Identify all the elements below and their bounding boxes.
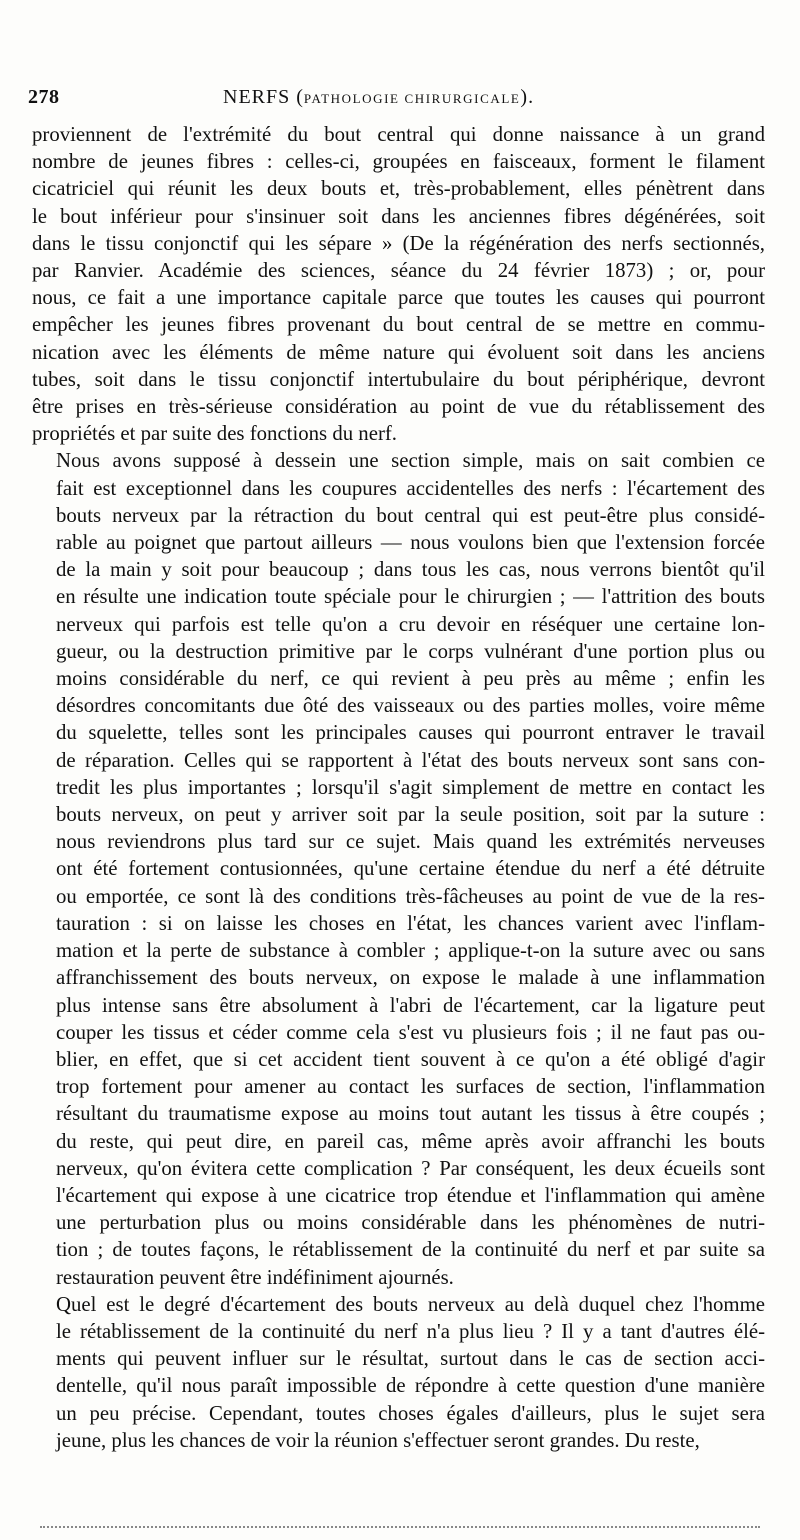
text-line: plus intense sans être absolument à l'abri de l'écartement, car la ligature peut: [56, 993, 765, 1017]
text-line: l'écartement qui expose à une cicatrice trop étendue et l'inflammation qui amène: [56, 1183, 765, 1207]
text-line: tredit les plus importantes ; lorsqu'il s'agit simplement de mettre en contact les: [56, 775, 765, 799]
text-line: nous reviendrons plus tard sur ce sujet. Mais quand les extrémités nerveuses: [56, 830, 765, 854]
text-line: mation et la perte de substance à combler ; applique-t-on la suture avec ou sans: [56, 939, 765, 963]
text-line: nication avec les éléments de même nature qui évoluent soit dans les anciens: [32, 340, 765, 364]
text-line: bouts nerveux, on peut y arriver soit par la seule position, soit par la suture :: [56, 803, 765, 827]
paragraph: [32, 121, 765, 447]
running-title: [223, 86, 534, 109]
text-line: du reste, qui peut dire, en pareil cas, même après avoir affranchi les bouts: [56, 1129, 765, 1153]
text-line: ou emportée, ce sont là des conditions très-fâcheuses au point de vue de la res-: [56, 884, 765, 908]
text-line: couper les tissus et céder comme cela s'est vu plusieurs fois ; il ne faut pas ou-: [56, 1020, 765, 1044]
text-line: tion ; de toutes façons, le rétablissement de la continuité du nerf et par suite sa: [56, 1238, 765, 1262]
text-line: gueur, ou la destruction primitive par le corps vulnérant d'une portion plus ou: [56, 639, 765, 663]
text-line: proviennent de l'extrémité du bout central qui donne naissance à un grand: [32, 123, 765, 146]
text-line: nerveux qui parfois est telle qu'on a cru devoir en réséquer une certaine lon-: [56, 612, 765, 636]
text-line: restauration peuvent être indéfiniment ajournés.: [56, 1265, 454, 1289]
footer-rule: [40, 1526, 760, 1528]
text-line: résultant du traumatisme expose au moins tout autant les tissus à être coupés ;: [56, 1102, 765, 1126]
text-line: affranchissement des bouts nerveux, on expose le malade à une inflammation: [56, 966, 765, 990]
page-number: 278: [28, 86, 60, 108]
text-line: blier, en effet, que si cet accident tient souvent à ce qu'on a été obligé d'agir: [56, 1047, 765, 1071]
text-line: moins considérable du nerf, ce qui revient à peu près au même ; enfin les: [56, 667, 765, 691]
text-line: en résulte une indication toute spéciale pour le chirurgien ; — l'attrition des bouts: [56, 585, 765, 609]
running-title-subtitle: PATHOLOGIE CHIRURGICALE: [303, 91, 521, 106]
running-header: [28, 86, 766, 116]
text-line: nous, ce fait a une importance capitale parce que toutes les causes qui pourront: [32, 286, 765, 310]
text-line: dans le tissu conjonctif qui les sépare » (De la régénération des nerfs sectionnés,: [32, 231, 765, 255]
text-line: empêcher les jeunes fibres provenant du bout central de se mettre en commu-: [32, 313, 765, 337]
text-line: jeune, plus les chances de voir la réunion s'effectuer seront grandes. Du reste,: [56, 1428, 700, 1452]
running-title-main: NERFS (: [223, 86, 304, 108]
text-line: nerveux, qu'on évitera cette complication ? Par conséquent, les deux écueils sont: [56, 1156, 765, 1180]
text-line: du squelette, telles sont les principales causes qui pourront entraver le travail: [56, 721, 765, 745]
text-line: cicatriciel qui réunit les deux bouts et, très-probablement, elles pénètrent dans: [32, 177, 765, 201]
body-text: [32, 121, 765, 1454]
text-line: rable au poignet que partout ailleurs — nous voulons bien que l'extension forcée: [56, 531, 765, 555]
text-line: de réparation. Celles qui se rapportent à l'état des bouts nerveux sont sans con-: [56, 748, 765, 772]
text-line: propriétés et par suite des fonctions du nerf.: [32, 422, 397, 446]
paragraph: [32, 447, 765, 1290]
text-line: un peu précise. Cependant, toutes choses égales d'ailleurs, plus le sujet sera: [56, 1401, 765, 1425]
text-line: être prises en très-sérieuse considération au point de vue du rétablissement des: [32, 395, 765, 419]
text-line: le bout inférieur pour s'insinuer soit dans les anciennes fibres dégénérées, soit: [32, 204, 765, 228]
text-line: Nous avons supposé à dessein une section simple, mais on sait combien ce: [56, 449, 765, 473]
text-line: par Ranvier. Académie des sciences, séance du 24 février 1873) ; or, pour: [32, 259, 765, 283]
text-line: Quel est le degré d'écartement des bouts nerveux au delà duquel chez l'homme: [56, 1292, 765, 1316]
text-line: de la main y soit pour beaucoup ; dans tous les cas, nous verrons bientôt qu'il: [56, 558, 765, 582]
running-title-end: ).: [520, 86, 535, 108]
text-line: tauration : si on laisse les choses en l'état, les chances varient avec l'inflam-: [56, 911, 765, 935]
text-line: ont été fortement contusionnées, qu'une certaine étendue du nerf a été détruite: [56, 857, 765, 881]
text-line: désordres concomitants due ôté des vaisseaux ou des parties molles, voire même: [56, 694, 765, 718]
text-line: tubes, soit dans le tissu conjonctif intertubulaire du bout périphérique, devront: [32, 367, 765, 391]
text-line: bouts nerveux par la rétraction du bout central qui est peut-être plus considé-: [56, 503, 765, 527]
text-line: une perturbation plus ou moins considérable dans les phénomènes de nutri-: [56, 1211, 765, 1235]
text-line: ments qui peuvent influer sur le résultat, surtout dans le cas de section acci-: [56, 1347, 765, 1371]
text-line: nombre de jeunes fibres : celles-ci, groupées en faisceaux, forment le filament: [32, 150, 765, 174]
text-line: trop fortement pour amener au contact les surfaces de section, l'inflammation: [56, 1075, 765, 1099]
text-line: fait est exceptionnel dans les coupures accidentelles des nerfs : l'écartement des: [56, 476, 765, 500]
text-line: le rétablissement de la continuité du nerf n'a plus lieu ? Il y a tant d'autres élé-: [56, 1319, 765, 1343]
text-line: dentelle, qu'il nous paraît impossible de répondre à cette question d'une manière: [56, 1374, 765, 1398]
paragraph: [32, 1291, 765, 1454]
